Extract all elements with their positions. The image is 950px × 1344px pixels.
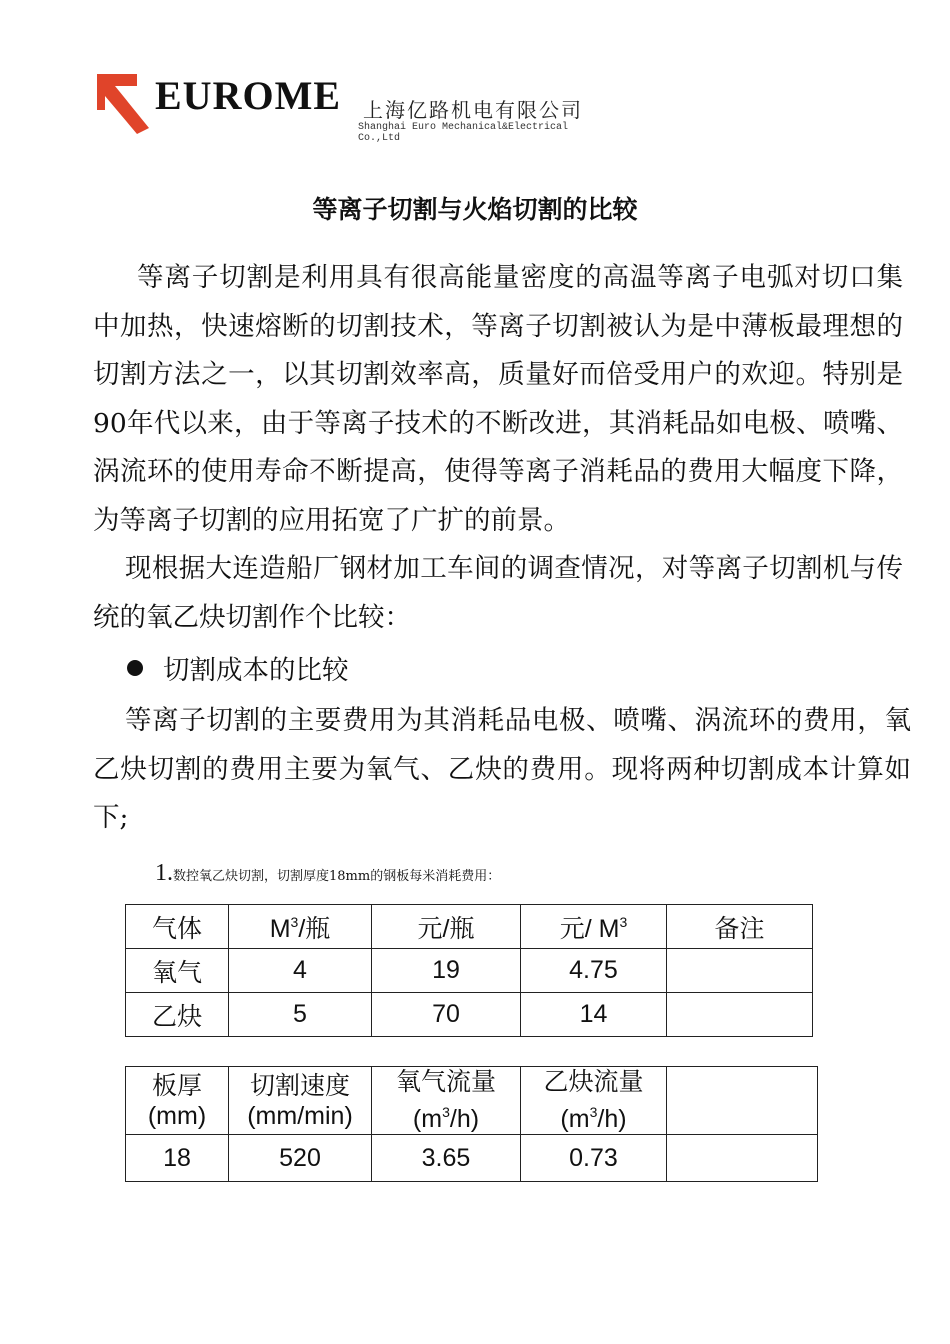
logo-arrow-icon	[93, 70, 153, 136]
cell-m3: 5	[229, 993, 372, 1037]
cell-note	[667, 993, 813, 1037]
header-thickness: 板厚 (mm)	[126, 1067, 229, 1135]
caption-number: 1.	[155, 860, 173, 886]
paragraph-intro: 等离子切割是利用具有很高能量密度的高温等离子电弧对切口集中加热，快速熔断的切割技术，等离子切割被认为是中薄板最理想的切割方法之一，以其切割效率高，质量好而倍受用户的欢迎。特别是90年代以来，由于等离子技术的不断改进，其消耗品如电极、喷嘴、涡流环的使用寿命不断提高，使得等离子消耗品的费用大幅度下降，为等离子切割的应用拓宽了广扩的前景。	[93, 262, 903, 536]
cutting-params-table	[125, 1066, 818, 1182]
header-blank	[667, 1067, 818, 1135]
bullet-dot-icon	[127, 660, 143, 676]
logo-brand: EUROME	[155, 73, 341, 118]
header-yuan-m3: 元/ $M^3$	[521, 905, 667, 949]
table-header-row	[126, 1067, 818, 1135]
cell-yuan-bottle: 19	[372, 949, 521, 993]
cell-acetylene-flow: 0.73	[521, 1135, 667, 1182]
cell-gas: 乙炔	[126, 993, 229, 1037]
header-acetylene-flow: 乙炔流量 $(m^3/h)$	[521, 1067, 667, 1135]
header-oxygen-flow: 氧气流量 $(m^3/h)$	[372, 1067, 521, 1135]
cell-oxygen-flow: 3.65	[372, 1135, 521, 1182]
cell-yuan-bottle: 70	[372, 993, 521, 1037]
cell-yuan-m3: 14	[521, 993, 667, 1037]
table-row	[126, 993, 813, 1037]
bullet-label: 切割成本的比较	[163, 655, 349, 686]
header-gas: 气体	[126, 905, 229, 949]
cell-thickness: 18	[126, 1135, 229, 1182]
table-caption	[155, 860, 500, 887]
cell-blank	[667, 1135, 818, 1182]
page-title: 等离子切割与火焰切割的比较	[312, 195, 638, 224]
paragraph-cost: 等离子切割的主要费用为其消耗品电极、喷嘴、涡流环的费用，氧乙炔切割的费用主要为氧气、乙炔的费用。现将两种切割成本计算如下;	[93, 705, 911, 833]
caption-text: 数控氧乙炔切割，切割厚度18mm的钢板每米消耗费用：	[173, 869, 501, 884]
logo-company-cn: 上海亿路机电有限公司	[363, 98, 583, 122]
gas-cost-table	[125, 904, 813, 1037]
table-header-row	[126, 905, 813, 949]
cell-gas: 氧气	[126, 949, 229, 993]
cell-note	[667, 949, 813, 993]
header-m3-bottle: $M^3/$瓶	[229, 905, 372, 949]
table-row	[126, 949, 813, 993]
table-row	[126, 1135, 818, 1182]
cell-speed: 520	[229, 1135, 372, 1182]
company-logo	[93, 70, 613, 142]
cell-yuan-m3: 4.75	[521, 949, 667, 993]
bullet-item	[127, 647, 349, 695]
header-yuan-bottle: 元/瓶	[372, 905, 521, 949]
paragraph-survey: 现根据大连造船厂钢材加工车间的调查情况，对等离子切割机与传统的氧乙炔切割作个比较：	[93, 553, 903, 633]
logo-company-en: Shanghai Euro Mechanical&Electrical Co.,Ltd	[358, 122, 569, 144]
cell-m3: 4	[229, 949, 372, 993]
header-note: 备注	[667, 905, 813, 949]
header-speed: 切割速度 (mm/min)	[229, 1067, 372, 1135]
